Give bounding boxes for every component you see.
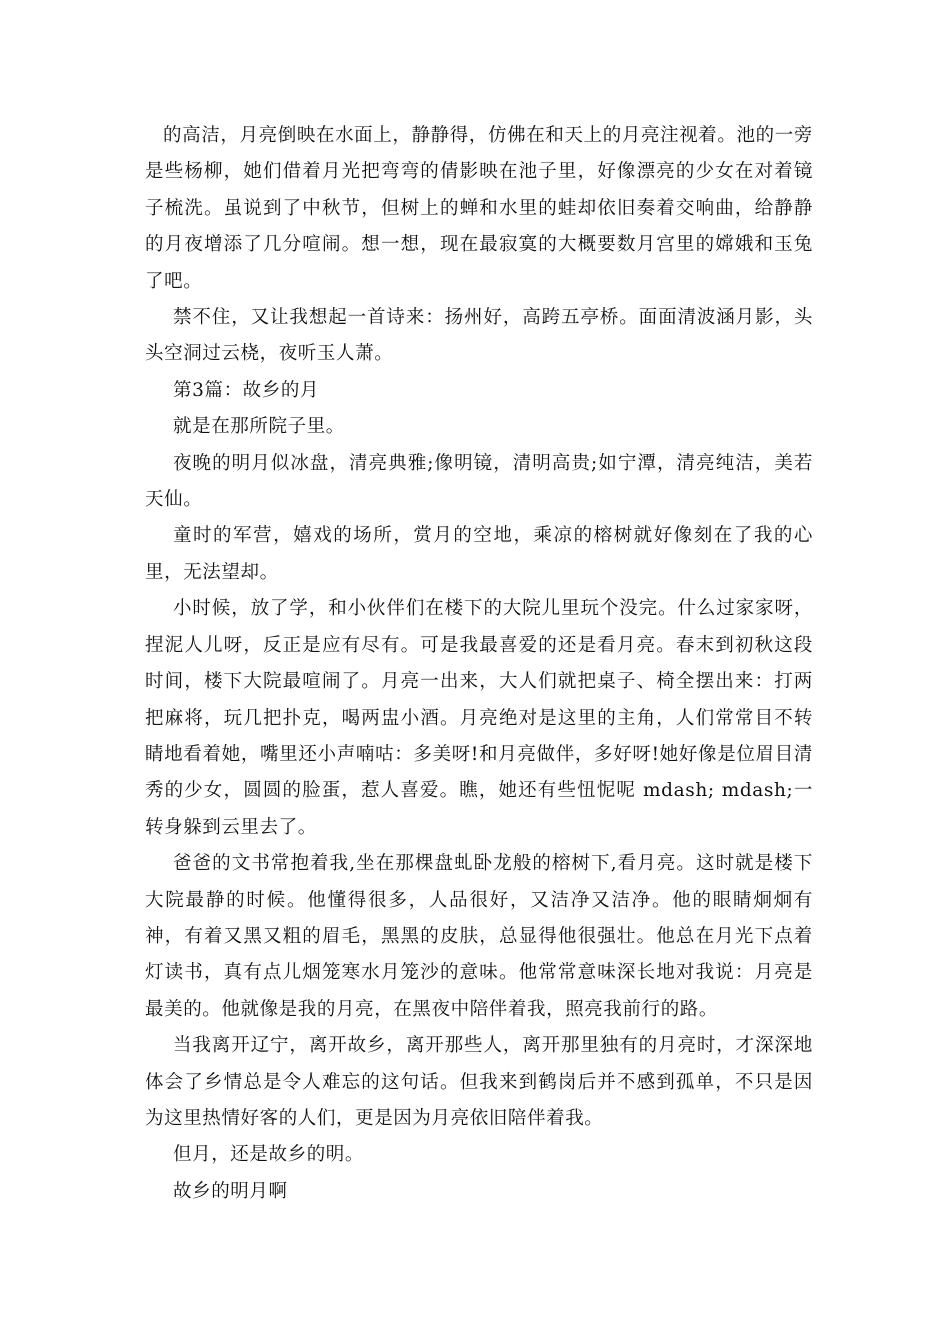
paragraph-childhood-places: 童时的军营，嬉戏的场所，赏月的空地，乘凉的榕树就好像刻在了我的心里，无法望却。 <box>145 525 813 583</box>
paragraph-moon-pond: 的高洁，月亮倒映在水面上，静静得，仿佛在和天上的月亮注视着。池的一旁是些杨柳，她们借着月光把弯弯的倩影映在池子里，好像漂亮的少女在对着镜子梳洗。虽说到了中秋节，但树上的蝉和水里的蛙却依旧奏着交响曲，给静静的月夜增添了几分喧闹。想一想，现在最寂寞的大概要数月宫里的嫦娥和玉兔了吧。 <box>145 125 813 292</box>
paragraph-night-moon: 夜晚的明月似冰盘，清亮典雅;像明镜，清明高贵;如宁潭，清亮纯洁，美若天仙。 <box>145 452 813 511</box>
paragraph-hometown-moon: 但月，还是故乡的明。 <box>173 1144 365 1166</box>
section-heading: 第3篇：故乡的月 <box>173 379 320 401</box>
paragraph-courtyard: 就是在那所院子里。 <box>173 416 345 438</box>
paragraph-childhood-play: 小时候，放了学，和小伙伴们在楼下的大院儿里玩个没完。什么过家家呀，捏泥人儿呀，反正是应有尽有。可是我最喜爱的还是看月亮。春末到初秋这段时间，楼下大院最喧闹了。月亮一出来，大人们就把桌子、椅全摆出来：打两把麻将，玩几把扑克，喝两盅小酒。月亮绝对是这里的主角，人们常常目不转睛地看着她，嘴里还小声喃咕：多美呀!和月亮做伴，多好呀!她好像是位眉目清秀的少女，圆圆的脸蛋，惹人喜爱。瞧，她还有些忸怩呢 mdash; mdash;一转身躲到云里去了。 <box>145 598 813 838</box>
paragraph-father-clerk: 爸爸的文书常抱着我,坐在那棵盘虬卧龙般的榕树下,看月亮。这时就是楼下大院最静的时候。他懂得很多，人品很好，又洁净又洁净。他的眼睛炯炯有神，有着又黑又粗的眉毛，黑黑的皮肤，总显得他很强壮。他总在月光下点着灯读书，真有点儿烟笼寒水月笼沙的意味。他常常意味深长地对我说：月亮是最美的。他就像是我的月亮，在黑夜中陪伴着我，照亮我前行的路。 <box>145 853 813 1020</box>
paragraph-poem-recall: 禁不住，又让我想起一首诗来：扬州好，高跨五亭桥。面面清波涵月影，头头空洞过云桡，夜听玉人萧。 <box>145 307 813 365</box>
paragraph-closing: 故乡的明月啊 <box>173 1180 288 1202</box>
paragraph-leaving-home: 当我离开辽宁，离开故乡，离开那些人，离开那里独有的月亮时，才深深地体会了乡情总是令人难忘的这句话。但我来到鹤岗后并不感到孤单，不只是因为这里热情好客的人们，更是因为月亮依旧陪伴着我。 <box>145 1035 813 1129</box>
document-page <box>145 118 813 1210</box>
